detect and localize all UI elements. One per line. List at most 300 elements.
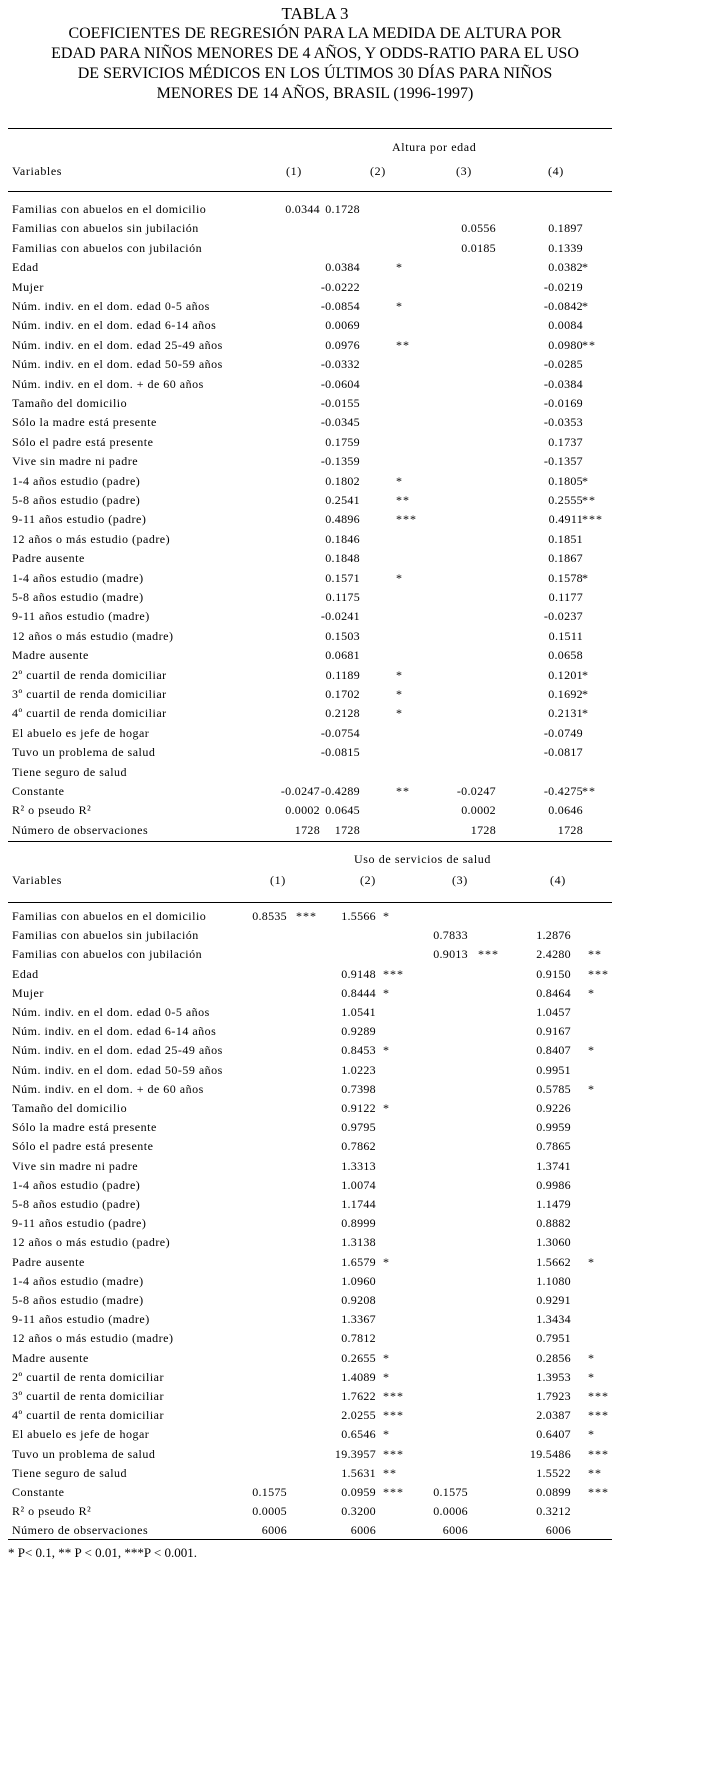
significance-mark-col2: *** bbox=[383, 1446, 404, 1461]
table-row bbox=[0, 1331, 620, 1350]
cell-value-col4: 0.1851 bbox=[548, 531, 583, 546]
table-row bbox=[0, 1427, 620, 1446]
cell-value-col2: -0.0222 bbox=[320, 279, 360, 294]
cell-value-col2: -0.1359 bbox=[320, 454, 360, 469]
variable-label: Vive sin madre ni padre bbox=[12, 454, 139, 469]
cell-value-col2: 0.9208 bbox=[341, 1293, 376, 1307]
cell-value-col3: 6006 bbox=[442, 1523, 468, 1538]
significance-mark-col4: * bbox=[588, 1043, 595, 1058]
variable-label: Sólo el padre está presente bbox=[12, 434, 154, 449]
cell-value-col4: 1.3953 bbox=[536, 1369, 571, 1384]
cell-value-col1: 0.1575 bbox=[252, 1485, 287, 1499]
cell-value-col2: 0.9148 bbox=[341, 966, 376, 981]
significance-mark-col2: *** bbox=[396, 512, 417, 527]
table-row bbox=[0, 803, 620, 822]
variable-label: Familias con abuelos en el domicilio bbox=[12, 909, 207, 923]
cell-value-col2: 0.7398 bbox=[341, 1081, 376, 1096]
cell-value-col4: 19.5486 bbox=[529, 1446, 571, 1461]
table-row bbox=[0, 1408, 620, 1427]
cell-value-col2: 0.8999 bbox=[341, 1216, 376, 1231]
significance-mark-col4: * bbox=[588, 1254, 595, 1269]
table-row bbox=[0, 784, 620, 803]
cell-value-col4: 1.2876 bbox=[536, 928, 571, 943]
variable-label: Familias con abuelos con jubilación bbox=[12, 947, 203, 962]
cell-value-col3: 0.9013 bbox=[433, 947, 468, 962]
cell-value-col2: 0.0959 bbox=[341, 1485, 376, 1499]
cell-value-col4: 1.5522 bbox=[536, 1465, 571, 1480]
cell-value-col2: 0.1175 bbox=[325, 590, 360, 604]
cell-value-col2: 6006 bbox=[350, 1523, 376, 1538]
significance-mark-col2: * bbox=[396, 687, 403, 701]
variable-label: 9-11 años estudio (padre) bbox=[12, 512, 147, 527]
cell-value-col2: 0.0976 bbox=[325, 337, 360, 352]
variable-label: 12 años o más estudio (padre) bbox=[12, 1235, 171, 1250]
table-row bbox=[0, 396, 620, 415]
table-row bbox=[0, 377, 620, 396]
cell-value-col2: 1.0541 bbox=[341, 1005, 376, 1019]
variable-label: El abuelo es jefe de hogar bbox=[12, 1427, 150, 1442]
variable-label: 9-11 años estudio (madre) bbox=[12, 609, 150, 624]
table-row bbox=[0, 745, 620, 764]
variable-label: Tuvo un problema de salud bbox=[12, 1446, 156, 1461]
bottom-rule bbox=[8, 1539, 612, 1540]
table-row bbox=[0, 1139, 620, 1158]
variable-label: Tamaño del domicilio bbox=[12, 396, 128, 410]
cell-value-col4: 0.0382 bbox=[548, 260, 583, 275]
cell-value-col4: 0.1511 bbox=[548, 628, 583, 643]
significance-mark-col4: * bbox=[588, 1350, 595, 1365]
significance-mark-col2: * bbox=[396, 260, 403, 275]
cell-value-col4: 0.2555 bbox=[548, 493, 583, 507]
cell-value-col1: 0.0344 bbox=[285, 202, 320, 216]
cell-value-col2: 0.7812 bbox=[341, 1331, 376, 1346]
panel1-variables-header: Variables bbox=[12, 164, 63, 178]
table-row bbox=[0, 1274, 620, 1293]
variable-label: Constante bbox=[12, 1485, 65, 1499]
table-row bbox=[0, 1504, 620, 1523]
variable-label: Núm. indiv. en el dom. edad 0-5 años bbox=[12, 299, 210, 313]
cell-value-col2: 0.9289 bbox=[341, 1024, 376, 1039]
cell-value-col4: 0.1177 bbox=[548, 590, 583, 604]
cell-value-col2: -0.0604 bbox=[320, 376, 360, 391]
table-row bbox=[0, 1447, 620, 1466]
panel2-col-3: (3) bbox=[452, 873, 468, 887]
significance-mark-col4: ** bbox=[588, 1465, 602, 1480]
cell-value-col2: 1.0074 bbox=[341, 1177, 376, 1192]
cell-value-col1: 6006 bbox=[261, 1523, 287, 1538]
cell-value-col1: 0.8535 bbox=[252, 909, 287, 923]
cell-value-col3: 0.0006 bbox=[433, 1504, 468, 1519]
significance-mark-col4: * bbox=[588, 1081, 595, 1096]
table-row bbox=[0, 1082, 620, 1101]
table-row bbox=[0, 1178, 620, 1197]
table-row bbox=[0, 1216, 620, 1235]
table-row bbox=[0, 299, 620, 318]
table-row bbox=[0, 1485, 620, 1504]
cell-value-col4: 0.8464 bbox=[536, 985, 571, 1000]
cell-value-col2: 1728 bbox=[334, 822, 360, 837]
table-row bbox=[0, 1005, 620, 1024]
cell-value-col4: 1728 bbox=[557, 822, 583, 837]
cell-value-col2: 0.0681 bbox=[325, 648, 360, 663]
significance-mark-col1: *** bbox=[296, 909, 317, 923]
variable-label: Familias con abuelos con jubilación bbox=[12, 240, 203, 255]
cell-value-col4: -0.0384 bbox=[543, 376, 583, 391]
cell-value-col2: -0.4289 bbox=[320, 784, 360, 798]
cell-value-col2: 0.9122 bbox=[341, 1101, 376, 1115]
cell-value-col3: -0.0247 bbox=[456, 784, 496, 798]
cell-value-col4: 0.1339 bbox=[548, 240, 583, 255]
table-row bbox=[0, 687, 620, 706]
significance-mark-col2: * bbox=[396, 299, 403, 313]
cell-value-col4: 0.8882 bbox=[536, 1216, 571, 1231]
variable-label: 1-4 años estudio (madre) bbox=[12, 570, 144, 585]
significance-mark-col2: *** bbox=[383, 1408, 404, 1423]
variable-label: Constante bbox=[12, 784, 65, 798]
cell-value-col4: 0.7865 bbox=[536, 1139, 571, 1154]
panel1-group-label: Altura por edad bbox=[392, 140, 477, 154]
panel1-col-2: (2) bbox=[370, 164, 386, 178]
title-line-4: MENORES DE 14 AÑOS, BRASIL (1996-1997) bbox=[156, 85, 474, 102]
significance-mark-col3: *** bbox=[478, 947, 499, 962]
variable-label: 2º cuartil de renda domiciliar bbox=[12, 667, 167, 682]
significance-mark-col4: * bbox=[582, 687, 589, 701]
variable-label: Tiene seguro de salud bbox=[12, 764, 128, 779]
significance-mark-col2: * bbox=[396, 706, 403, 721]
significance-mark-col2: *** bbox=[383, 1485, 404, 1499]
table-row bbox=[0, 986, 620, 1005]
variable-label: Núm. indiv. en el dom. edad 0-5 años bbox=[12, 1005, 210, 1019]
table-row bbox=[0, 493, 620, 512]
title-line-1: COEFICIENTES DE REGRESIÓN PARA LA MEDIDA DE ALTURA POR bbox=[68, 25, 562, 42]
table-row bbox=[0, 454, 620, 473]
variable-label: 12 años o más estudio (padre) bbox=[12, 531, 171, 546]
cell-value-col2: 0.1702 bbox=[325, 687, 360, 701]
variable-label: Mujer bbox=[12, 279, 44, 294]
significance-mark-col2: ** bbox=[396, 493, 410, 507]
variable-label: Edad bbox=[12, 966, 39, 981]
cell-value-col2: 0.1571 bbox=[325, 570, 360, 585]
cell-value-col4: 0.1692 bbox=[548, 687, 583, 701]
cell-value-col2: 0.4896 bbox=[325, 512, 360, 527]
table-row bbox=[0, 1293, 620, 1312]
variable-label: Núm. indiv. en el dom. edad 50-59 años bbox=[12, 1062, 223, 1077]
cell-value-col4: 0.3212 bbox=[536, 1504, 571, 1519]
variable-label: 5-8 años estudio (madre) bbox=[12, 1293, 144, 1307]
variable-label: 3º cuartil de renta domiciliar bbox=[12, 1389, 164, 1403]
variable-label: Sólo la madre está presente bbox=[12, 415, 157, 430]
variable-label: Sólo la madre está presente bbox=[12, 1120, 157, 1135]
cell-value-col3: 0.0002 bbox=[461, 803, 496, 818]
significance-mark-col2: * bbox=[383, 1350, 390, 1365]
cell-value-col2: 0.1728 bbox=[325, 202, 360, 216]
cell-value-col2: 0.2655 bbox=[341, 1350, 376, 1365]
cell-value-col4: -0.4275 bbox=[543, 784, 583, 798]
table-row bbox=[0, 1024, 620, 1043]
cell-value-col4: 1.5662 bbox=[536, 1254, 571, 1269]
variable-label: Núm. indiv. en el dom. + de 60 años bbox=[12, 1081, 204, 1096]
significance-mark-col4: ** bbox=[588, 947, 602, 962]
variable-label: 1-4 años estudio (padre) bbox=[12, 1177, 141, 1192]
cell-value-col3: 0.0185 bbox=[461, 240, 496, 255]
cell-value-col4: 2.4280 bbox=[536, 947, 571, 962]
cell-value-col4: -0.0285 bbox=[543, 357, 583, 372]
significance-mark-col4: * bbox=[588, 985, 595, 1000]
significance-mark-col4: ** bbox=[582, 337, 596, 352]
cell-value-col4: 1.1479 bbox=[536, 1197, 571, 1211]
panel2-col-4: (4) bbox=[550, 873, 566, 887]
cell-value-col2: 0.7862 bbox=[341, 1139, 376, 1154]
variable-label: Tuvo un problema de salud bbox=[12, 745, 156, 760]
significance-mark-col2: * bbox=[383, 1101, 390, 1115]
cell-value-col2: 0.1189 bbox=[325, 667, 360, 682]
cell-value-col2: 19.3957 bbox=[334, 1446, 376, 1461]
cell-value-col3: 0.0556 bbox=[461, 221, 496, 236]
significance-mark-col4: *** bbox=[588, 1389, 609, 1403]
table-row bbox=[0, 338, 620, 357]
footnote: * P< 0.1, ** P < 0.01, ***P < 0.001. bbox=[8, 1545, 197, 1560]
cell-value-col3: 0.1575 bbox=[433, 1485, 468, 1499]
cell-value-col4: 1.3434 bbox=[536, 1312, 571, 1327]
significance-mark-col2: *** bbox=[383, 1389, 404, 1403]
cell-value-col2: 0.8453 bbox=[341, 1043, 376, 1058]
cell-value-col2: 0.6546 bbox=[341, 1427, 376, 1442]
significance-mark-col4: *** bbox=[588, 1408, 609, 1423]
cell-value-col2: 1.0223 bbox=[341, 1062, 376, 1077]
significance-mark-col4: * bbox=[582, 570, 589, 585]
cell-value-col4: -0.1357 bbox=[543, 454, 583, 469]
cell-value-col3: 0.7833 bbox=[433, 928, 468, 943]
cell-value-col4: 1.3060 bbox=[536, 1235, 571, 1250]
cell-value-col2: 0.2541 bbox=[325, 493, 360, 507]
variable-label: Mujer bbox=[12, 985, 44, 1000]
variable-label: El abuelo es jefe de hogar bbox=[12, 725, 150, 740]
cell-value-col2: 0.1846 bbox=[325, 531, 360, 546]
variable-label: 5-8 años estudio (madre) bbox=[12, 590, 144, 604]
title-line-3: DE SERVICIOS MÉDICOS EN LOS ÚLTIMOS 30 DÍAS PARA NIÑOS bbox=[77, 65, 553, 82]
panel1-col-1: (1) bbox=[286, 164, 302, 178]
cell-value-col2: 0.8444 bbox=[341, 985, 376, 1000]
cell-value-col4: 0.7951 bbox=[536, 1331, 571, 1346]
cell-value-col4: -0.0749 bbox=[543, 725, 583, 740]
cell-value-col4: 0.1737 bbox=[548, 434, 583, 449]
cell-value-col4: 2.0387 bbox=[536, 1408, 571, 1423]
cell-value-col1: 1728 bbox=[294, 822, 320, 837]
variable-label: Madre ausente bbox=[12, 648, 89, 663]
variable-label: Vive sin madre ni padre bbox=[12, 1158, 139, 1173]
cell-value-col4: 0.1578 bbox=[548, 570, 583, 585]
table-row bbox=[0, 823, 620, 842]
variable-label: 4º cuartil de renda domiciliar bbox=[12, 706, 167, 721]
variable-label: Sólo el padre está presente bbox=[12, 1139, 154, 1154]
significance-mark-col4: ** bbox=[582, 784, 596, 798]
table-row bbox=[0, 706, 620, 725]
variable-label: 12 años o más estudio (madre) bbox=[12, 628, 174, 643]
table-row bbox=[0, 726, 620, 745]
table-row bbox=[0, 1197, 620, 1216]
cell-value-col4: 1.3741 bbox=[536, 1158, 571, 1173]
title-line-2: EDAD PARA NIÑOS MENORES DE 4 AÑOS, Y ODDS-RATIO PARA EL USO bbox=[51, 45, 579, 62]
significance-mark-col2: *** bbox=[383, 966, 404, 981]
cell-value-col4: -0.0817 bbox=[543, 745, 583, 760]
table-row bbox=[0, 1255, 620, 1274]
table-title bbox=[0, 4, 630, 104]
panel1-col-3: (3) bbox=[456, 164, 472, 178]
significance-mark-col4: * bbox=[582, 706, 589, 721]
table-row bbox=[0, 512, 620, 531]
cell-value-col4: 0.0980 bbox=[548, 337, 583, 352]
significance-mark-col4: *** bbox=[582, 512, 603, 527]
cell-value-col2: 0.2128 bbox=[325, 706, 360, 721]
cell-value-col4: 0.0646 bbox=[548, 803, 583, 818]
cell-value-col2: 0.1848 bbox=[325, 551, 360, 566]
panel2-group-label: Uso de servicios de salud bbox=[354, 852, 491, 866]
table-row bbox=[0, 1159, 620, 1178]
table-row bbox=[0, 1063, 620, 1082]
variable-label: Familias con abuelos sin jubilación bbox=[12, 221, 199, 236]
cell-value-col4: 0.1805 bbox=[548, 473, 583, 488]
cell-value-col2: 2.0255 bbox=[341, 1408, 376, 1423]
cell-value-col4: 0.9959 bbox=[536, 1120, 571, 1135]
variable-label: Número de observaciones bbox=[12, 1523, 149, 1538]
cell-value-col4: 1.7923 bbox=[536, 1389, 571, 1403]
variable-label: Madre ausente bbox=[12, 1350, 89, 1365]
cell-value-col1: 0.0005 bbox=[252, 1504, 287, 1519]
significance-mark-col2: * bbox=[383, 985, 390, 1000]
table-row bbox=[0, 221, 620, 240]
variable-label: Núm. indiv. en el dom. + de 60 años bbox=[12, 376, 204, 391]
table-number: TABLA 3 bbox=[281, 4, 349, 23]
cell-value-col2: 1.1744 bbox=[341, 1197, 376, 1211]
cell-value-col2: 1.6579 bbox=[341, 1254, 376, 1269]
significance-mark-col2: * bbox=[383, 1043, 390, 1058]
table-row bbox=[0, 415, 620, 434]
table-row bbox=[0, 571, 620, 590]
variable-label: Número de observaciones bbox=[12, 822, 149, 837]
cell-value-col2: -0.0815 bbox=[320, 745, 360, 760]
panel-divider-rule bbox=[8, 841, 612, 842]
cell-value-col4: 0.9150 bbox=[536, 966, 571, 981]
cell-value-col2: 0.0645 bbox=[325, 803, 360, 818]
significance-mark-col4: * bbox=[582, 473, 589, 488]
table-row bbox=[0, 551, 620, 570]
cell-value-col4: -0.0219 bbox=[543, 279, 583, 294]
variable-label: 2º cuartil de renta domiciliar bbox=[12, 1369, 164, 1384]
table-row bbox=[0, 1389, 620, 1408]
cell-value-col4: 0.0658 bbox=[548, 648, 583, 663]
table-row bbox=[0, 532, 620, 551]
cell-value-col2: 1.5566 bbox=[341, 909, 376, 923]
table-row bbox=[0, 1312, 620, 1331]
cell-value-col4: 0.2131 bbox=[548, 706, 583, 721]
panel1-col-4: (4) bbox=[548, 164, 564, 178]
cell-value-col4: 0.9167 bbox=[536, 1024, 571, 1039]
panel1-header-rule bbox=[8, 191, 612, 192]
significance-mark-col4: * bbox=[588, 1427, 595, 1442]
cell-value-col2: 1.3138 bbox=[341, 1235, 376, 1250]
cell-value-col1: 0.0002 bbox=[285, 803, 320, 818]
significance-mark-col2: ** bbox=[383, 1465, 397, 1480]
table-row bbox=[0, 967, 620, 986]
cell-value-col4: -0.0169 bbox=[543, 396, 583, 410]
variable-label: Núm. indiv. en el dom. edad 6-14 años bbox=[12, 318, 217, 333]
variable-label: R² o pseudo R² bbox=[12, 1504, 92, 1519]
table-row bbox=[0, 318, 620, 337]
table-row bbox=[0, 280, 620, 299]
variable-label: Familias con abuelos sin jubilación bbox=[12, 928, 199, 943]
panel2-col-1: (1) bbox=[270, 873, 286, 887]
cell-value-col2: 0.0069 bbox=[325, 318, 360, 333]
cell-value-col4: 0.5785 bbox=[536, 1081, 571, 1096]
table-row bbox=[0, 765, 620, 784]
significance-mark-col2: * bbox=[383, 1369, 390, 1384]
table-row bbox=[0, 590, 620, 609]
panel2-variables-header: Variables bbox=[12, 873, 63, 887]
cell-value-col4: 0.1897 bbox=[548, 221, 583, 236]
table-row bbox=[0, 1370, 620, 1389]
variable-label: Edad bbox=[12, 260, 39, 275]
top-rule bbox=[8, 128, 612, 129]
cell-value-col2: 1.0960 bbox=[341, 1273, 376, 1288]
cell-value-col4: 0.4911 bbox=[548, 512, 583, 527]
cell-value-col4: 6006 bbox=[545, 1523, 571, 1538]
cell-value-col2: 0.1503 bbox=[325, 628, 360, 643]
cell-value-col2: 0.1759 bbox=[325, 434, 360, 449]
variable-label: 9-11 años estudio (madre) bbox=[12, 1312, 150, 1327]
cell-value-col2: 0.1802 bbox=[325, 473, 360, 488]
significance-mark-col2: ** bbox=[396, 337, 410, 352]
table-row bbox=[0, 260, 620, 279]
significance-mark-col4: *** bbox=[588, 1446, 609, 1461]
cell-value-col4: 0.8407 bbox=[536, 1043, 571, 1058]
cell-value-col4: 0.9226 bbox=[536, 1101, 571, 1115]
variable-label: Núm. indiv. en el dom. edad 25-49 años bbox=[12, 1043, 223, 1058]
significance-mark-col4: ** bbox=[582, 493, 596, 507]
significance-mark-col2: * bbox=[396, 667, 403, 682]
table-row bbox=[0, 1120, 620, 1139]
cell-value-col2: 1.5631 bbox=[341, 1465, 376, 1480]
variable-label: Padre ausente bbox=[12, 551, 85, 566]
cell-value-col2: 1.3367 bbox=[341, 1312, 376, 1327]
cell-value-col2: -0.0754 bbox=[320, 725, 360, 740]
cell-value-col1: -0.0247 bbox=[280, 784, 320, 798]
cell-value-col4: -0.0353 bbox=[543, 415, 583, 430]
cell-value-col4: -0.0842 bbox=[543, 299, 583, 313]
table-row bbox=[0, 474, 620, 493]
variable-label: 4º cuartil de renta domiciliar bbox=[12, 1408, 164, 1423]
cell-value-col4: 0.9951 bbox=[536, 1062, 571, 1077]
table-row bbox=[0, 668, 620, 687]
cell-value-col4: 0.1867 bbox=[548, 551, 583, 566]
table-row bbox=[0, 1043, 620, 1062]
table-row bbox=[0, 648, 620, 667]
cell-value-col4: 0.9986 bbox=[536, 1177, 571, 1192]
table-row bbox=[0, 1235, 620, 1254]
cell-value-col2: -0.0854 bbox=[320, 299, 360, 313]
variable-label: Núm. indiv. en el dom. edad 6-14 años bbox=[12, 1024, 217, 1039]
table-row bbox=[0, 928, 620, 947]
cell-value-col2: -0.0241 bbox=[320, 609, 360, 624]
variable-label: Padre ausente bbox=[12, 1254, 85, 1269]
significance-mark-col2: * bbox=[383, 909, 390, 923]
variable-label: Tiene seguro de salud bbox=[12, 1465, 128, 1480]
significance-mark-col4: *** bbox=[588, 1485, 609, 1499]
panel2-col-2: (2) bbox=[360, 873, 376, 887]
cell-value-col3: 1728 bbox=[470, 822, 496, 837]
table-row bbox=[0, 1101, 620, 1120]
panel2-header-rule bbox=[8, 902, 612, 903]
cell-value-col2: 0.0384 bbox=[325, 260, 360, 275]
